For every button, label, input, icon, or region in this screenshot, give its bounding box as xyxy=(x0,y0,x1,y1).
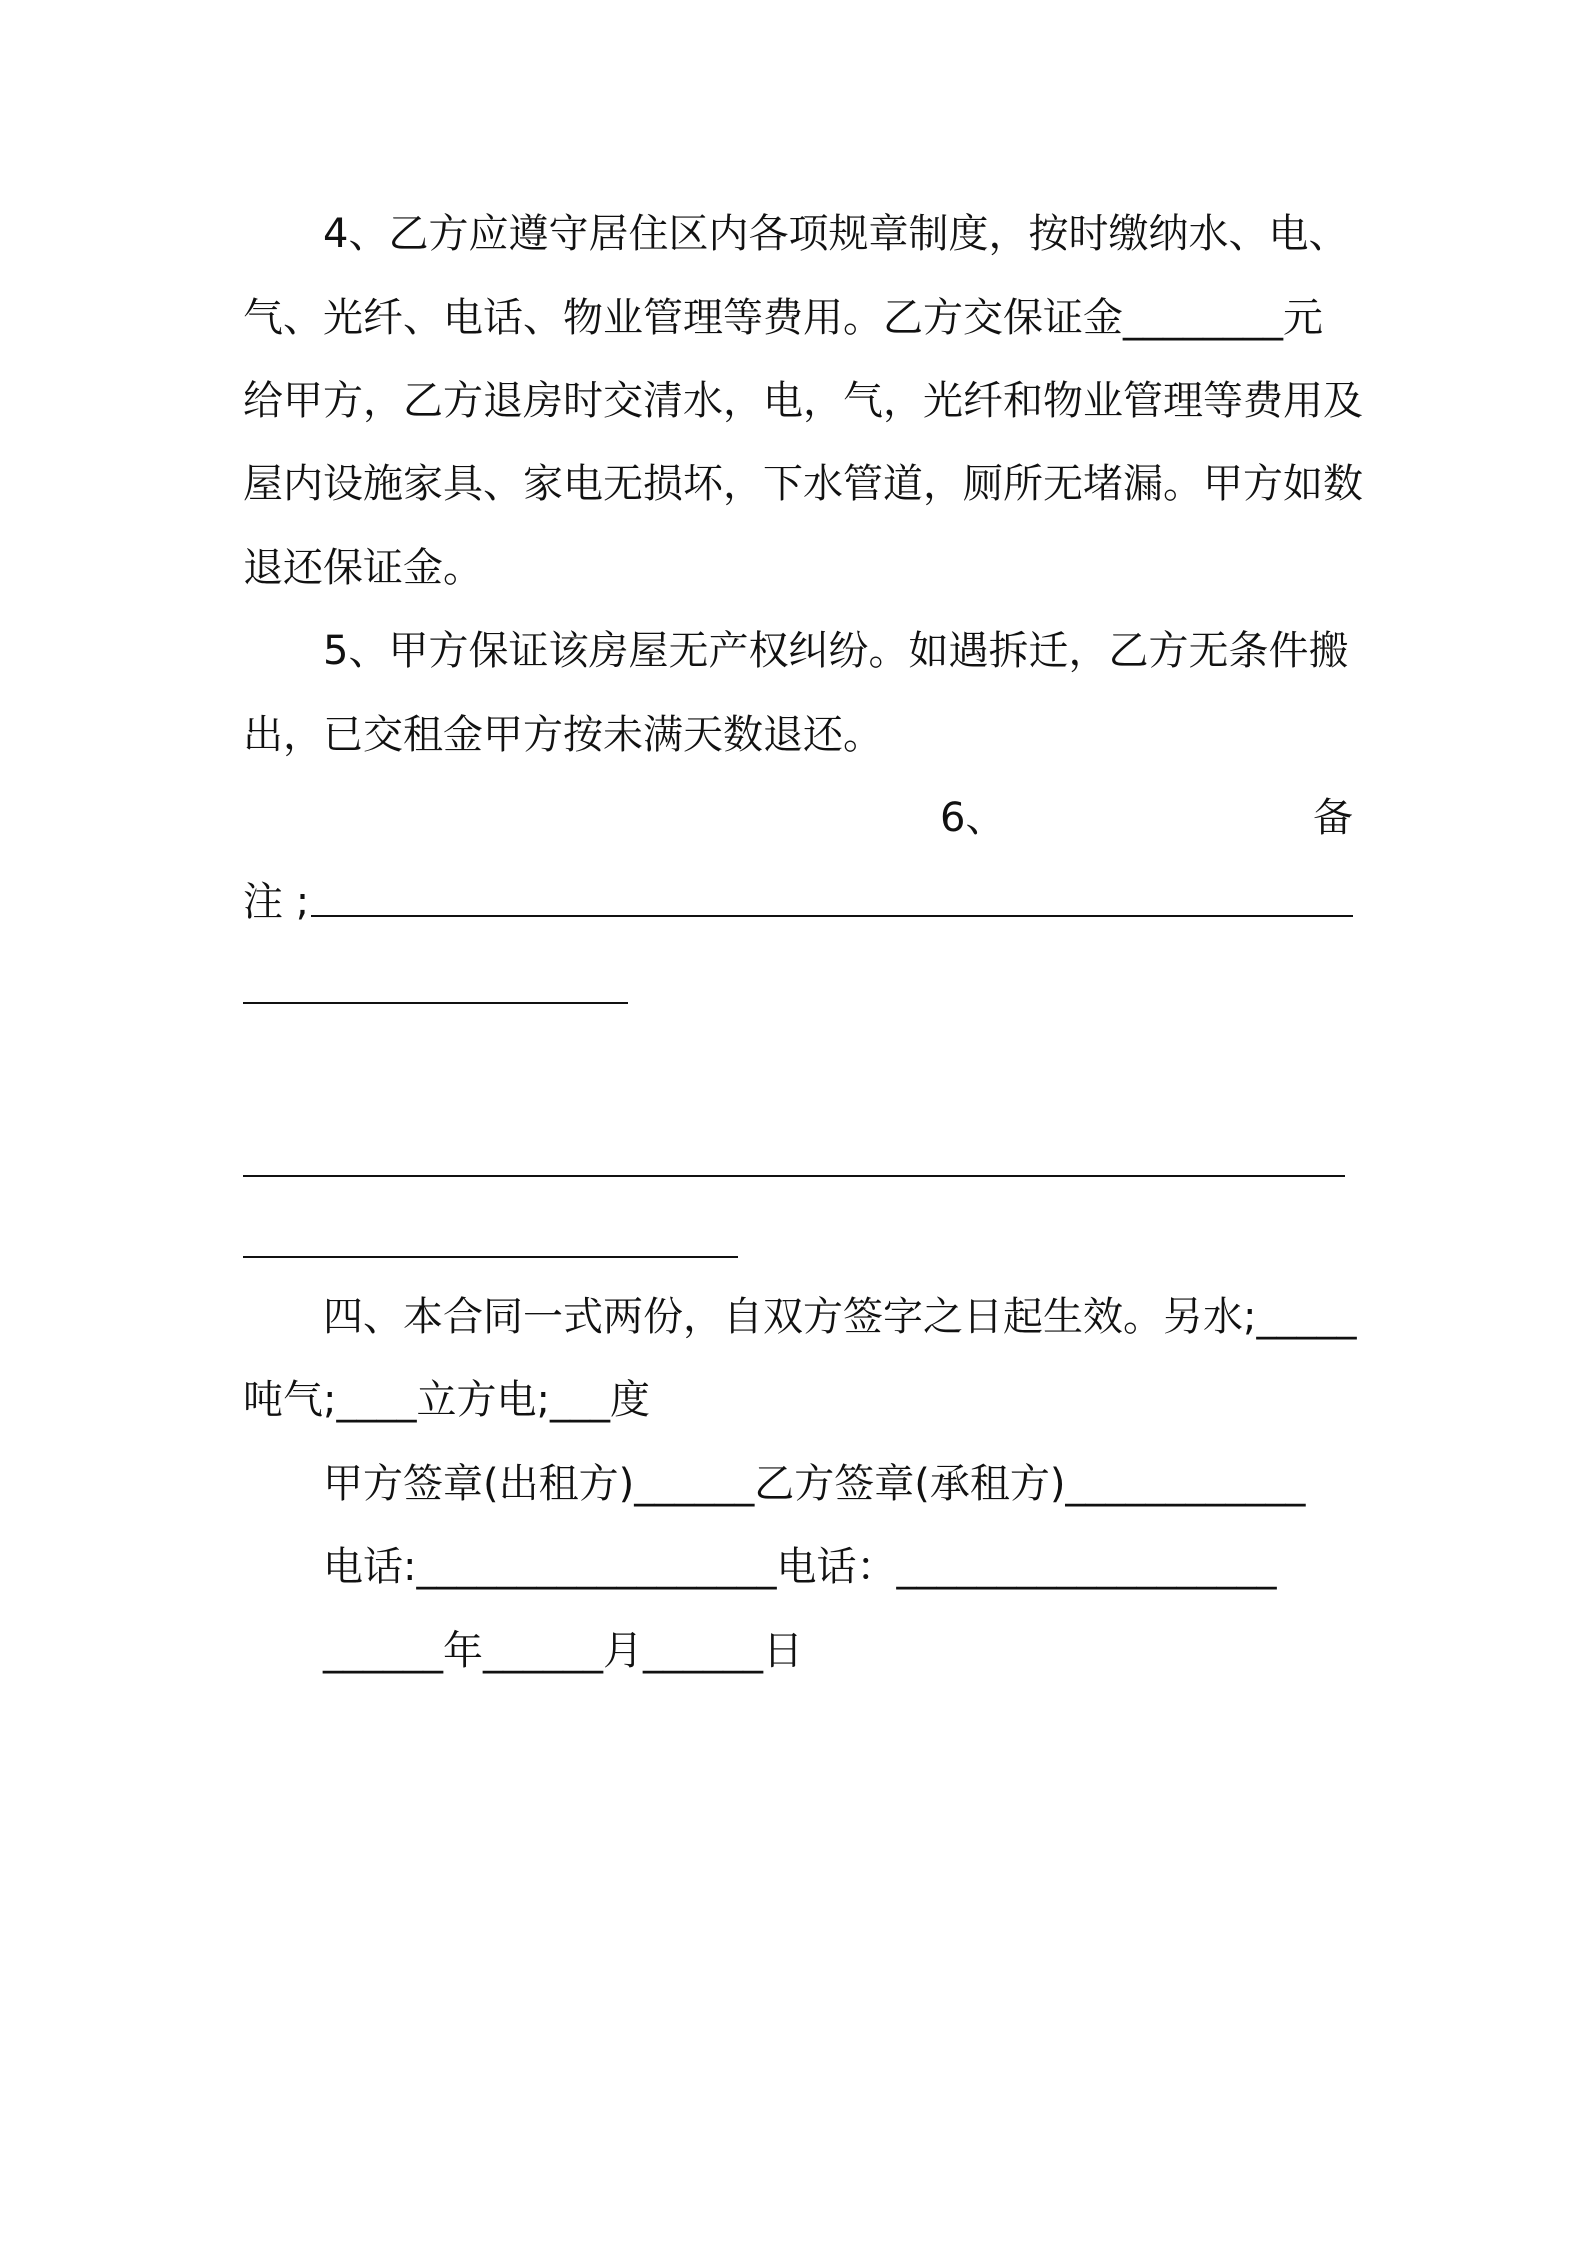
clause4-line-5: 退还保证金。 xyxy=(243,545,483,591)
clause5-line-1: 5、甲方保证该房屋无产权纠纷。如遇拆迁，乙方无条件搬 xyxy=(323,628,1349,674)
clause4-line-2: 气、光纤、电话、物业管理等费用。乙方交保证金________元 xyxy=(243,295,1323,341)
clause4-line-4: 屋内设施家具、家电无损坏，下水管道，厕所无堵漏。甲方如数 xyxy=(243,461,1363,507)
clause6-word-first: 备 xyxy=(1313,795,1353,841)
remarks-fill-line[interactable] xyxy=(311,877,1353,917)
clause5-line-2: 出，已交租金甲方按未满天数退还。 xyxy=(243,712,883,758)
section4-line-1: 四、本合同一式两份，自双方签字之日起生效。另水;_____ xyxy=(323,1294,1357,1340)
section4-line-2: 吨气;____立方电;___度 xyxy=(243,1377,650,1423)
remarks-fill-line-3[interactable] xyxy=(243,1175,1345,1177)
clause4-line-3: 给甲方，乙方退房时交清水，电，气，光纤和物业管理等费用及 xyxy=(243,378,1363,424)
clause6-remarks-label: 注 ; xyxy=(243,879,310,925)
clause6-number: 6、 xyxy=(940,795,1006,841)
signature-line: 甲方签章(出租方)______乙方签章(承租方)____________ xyxy=(323,1461,1306,1507)
clause6-remarks-line xyxy=(243,877,1353,927)
remarks-fill-line-2[interactable] xyxy=(243,1002,628,1004)
phone-line: 电话:__________________电话：___________________ xyxy=(323,1544,1277,1590)
remarks-fill-line-4[interactable] xyxy=(243,1256,738,1258)
date-line: ______年______月______日 xyxy=(323,1628,803,1674)
clause4-line-1: 4、乙方应遵守居住区内各项规章制度，按时缴纳水、电、 xyxy=(323,211,1349,257)
